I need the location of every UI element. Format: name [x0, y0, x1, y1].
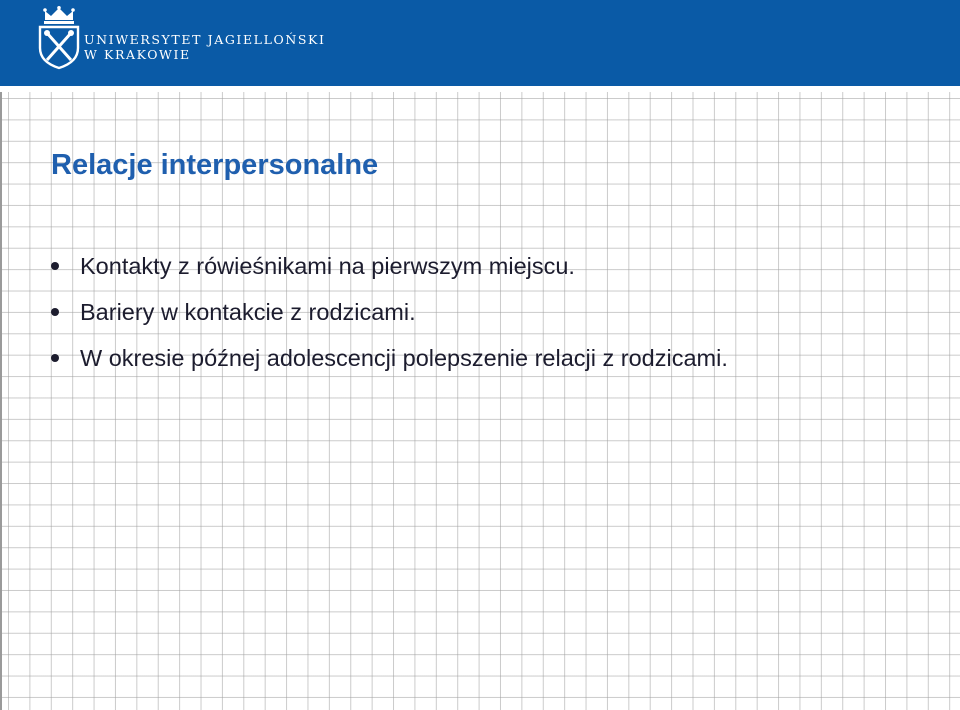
bullet-text: W okresie późnej adolescencji polepszenie relacji z rodzicami. — [80, 345, 728, 371]
university-name-line1: UNIWERSYTET JAGIELLOŃSKI — [84, 32, 326, 47]
university-crest-icon — [36, 6, 82, 70]
header-bar — [0, 0, 960, 86]
bullet-item — [50, 297, 728, 343]
bullet-dot-icon — [51, 354, 59, 362]
bullet-item — [50, 251, 728, 297]
bullet-text: Bariery w kontakcie z rodzicami. — [80, 299, 416, 325]
university-name-line2: W KRAKOWIE — [84, 47, 191, 62]
university-logo[interactable] — [36, 6, 326, 70]
bullet-item — [50, 343, 728, 389]
slide-title: Relacje interpersonalne — [51, 149, 379, 181]
bullet-dot-icon — [51, 308, 59, 316]
bullet-text: Kontakty z rówieśnikami na pierwszym miejscu. — [80, 253, 575, 279]
bullet-dot-icon — [51, 262, 59, 270]
university-name — [84, 32, 326, 62]
bullet-list — [50, 251, 728, 389]
grid-background — [0, 92, 960, 710]
